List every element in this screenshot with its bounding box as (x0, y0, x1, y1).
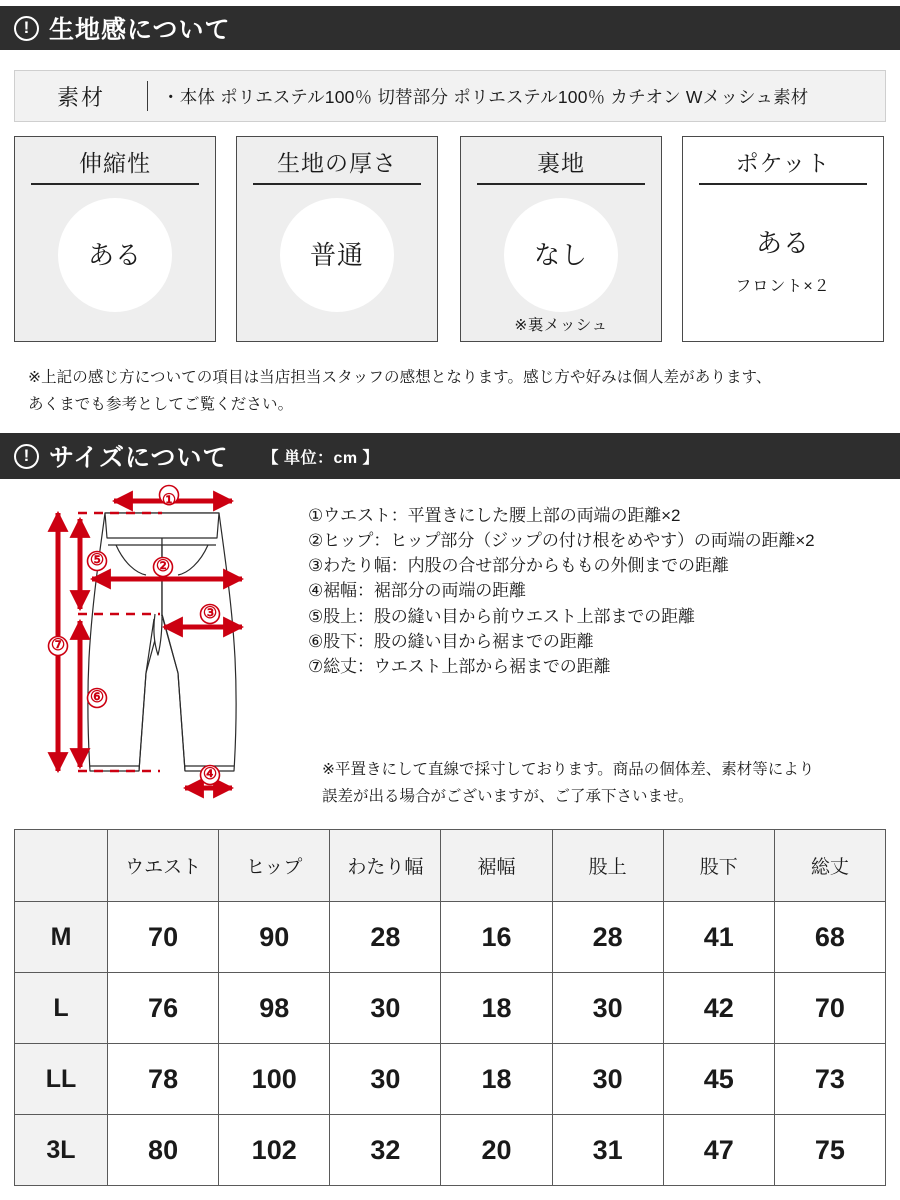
fabric-card-value: ある (755, 228, 810, 258)
cell-rise: 30 (552, 973, 663, 1044)
cell-hip: 90 (219, 902, 330, 973)
legend-item-7: ⑦総丈：ウエスト上部から裾までの距離 (308, 656, 611, 676)
fabric-card-lining (460, 136, 662, 342)
table-row (15, 1044, 886, 1115)
marker-3: ③ (202, 605, 218, 623)
column-header-inseam: 股下 (663, 830, 774, 902)
legend-item-6: ⑥股下：股の縫い目から裾までの距離 (308, 631, 594, 651)
legend-item-1: ①ウエスト：平置きにした腰上部の両端の距離×2 (308, 506, 681, 525)
fabric-card-title: 裏地 (537, 150, 585, 176)
column-header-thigh: わたり幅 (330, 830, 441, 902)
fabric-card-thickness (236, 136, 438, 342)
column-header-length: 総丈 (774, 830, 885, 902)
legend-item-3: ③わたり幅：内股の合せ部分からももの外側までの距離 (308, 556, 729, 576)
cell-waist: 78 (108, 1044, 219, 1115)
fabric-card-pocket (682, 136, 884, 342)
column-header-rise: 股上 (552, 830, 663, 902)
table-row (15, 973, 886, 1044)
table-header-row (15, 830, 886, 902)
fabric-card-title: 伸縮性 (79, 150, 151, 176)
pants-measurement-diagram (42, 483, 312, 813)
cell-thigh: 30 (330, 1044, 441, 1115)
table-row (15, 1115, 886, 1186)
cell-thigh: 32 (330, 1115, 441, 1186)
cell-length: 75 (774, 1115, 885, 1186)
size-table (14, 829, 886, 1186)
fabric-card-sub: フロント×２ (735, 278, 831, 295)
exclamation-circle-icon: ! (14, 444, 39, 469)
cell-inseam: 41 (663, 902, 774, 973)
legend-item-2: ②ヒップ：ヒップ部分（ジップの付け根をめやす）の両端の距離×2 (308, 531, 815, 551)
cell-waist: 76 (108, 973, 219, 1044)
cell-length: 70 (774, 973, 885, 1044)
fabric-card-title: 生地の厚さ (277, 150, 397, 176)
table-corner-cell (15, 830, 108, 902)
marker-6: ⑥ (89, 689, 105, 707)
fabric-card-value: ある (87, 240, 142, 270)
column-header-hem: 裾幅 (441, 830, 552, 902)
exclamation-circle-icon: ! (14, 16, 39, 41)
cell-waist: 80 (108, 1115, 219, 1186)
cell-rise: 28 (552, 902, 663, 973)
fabric-card-note: ※裏メッシュ (514, 317, 608, 334)
table-row (15, 902, 886, 973)
cell-hip: 100 (219, 1044, 330, 1115)
cell-hem: 16 (441, 902, 552, 973)
title-rule (31, 183, 199, 185)
title-rule (699, 183, 867, 185)
cell-inseam: 45 (663, 1044, 774, 1115)
material-label: 素材 (56, 84, 105, 110)
column-header-hip: ヒップ (219, 830, 330, 902)
marker-4: ④ (202, 766, 218, 784)
fabric-disclaimer-line1: ※上記の感じ方についての項目は当店担当スタッフの感想となります。感じ方や好みは個人差があります、 (28, 369, 772, 386)
cell-inseam: 42 (663, 973, 774, 1044)
row-size-label: L (15, 973, 108, 1044)
size-table-body (15, 902, 886, 1186)
column-header-waist: ウエスト (108, 830, 219, 902)
cell-thigh: 30 (330, 973, 441, 1044)
size-diagram-area (0, 483, 900, 823)
cell-hip: 102 (219, 1115, 330, 1186)
cell-length: 68 (774, 902, 885, 973)
cell-thigh: 28 (330, 902, 441, 973)
fabric-feel-cards (14, 136, 886, 342)
row-size-label: LL (15, 1044, 108, 1115)
fabric-card-stretch (14, 136, 216, 342)
size-measurement-note (322, 757, 888, 810)
fabric-section-title: 生地感について (49, 16, 231, 44)
size-note-line2: 誤差が出る場合がございますが、ご了承下さいませ。 (322, 787, 694, 805)
marker-2: ② (155, 558, 171, 576)
size-note-line1: ※平置きにして直線で採寸しております。商品の個体差、素材等により (322, 761, 815, 778)
size-unit-label: 【 単位：cm 】 (262, 449, 380, 467)
cell-hip: 98 (219, 973, 330, 1044)
cell-rise: 30 (552, 1044, 663, 1115)
cell-hem: 18 (441, 973, 552, 1044)
cell-hem: 18 (441, 1044, 552, 1115)
marker-5: ⑤ (89, 552, 105, 570)
fabric-section-header (0, 6, 900, 50)
cell-hem: 20 (441, 1115, 552, 1186)
legend-item-4: ④裾幅：裾部分の両端の距離 (308, 581, 526, 601)
cell-length: 73 (774, 1044, 885, 1115)
title-rule (253, 183, 421, 185)
measurement-legend (308, 503, 888, 679)
cell-inseam: 47 (663, 1115, 774, 1186)
marker-1: ① (161, 492, 177, 510)
row-size-label: 3L (15, 1115, 108, 1186)
legend-item-5: ⑤股上：股の縫い目から前ウエスト上部までの距離 (308, 606, 695, 626)
marker-7: ⑦ (50, 637, 66, 655)
size-section-header (0, 433, 900, 479)
row-size-label: M (15, 902, 108, 973)
fabric-card-value: 普通 (309, 240, 364, 270)
size-section-title: サイズについて (49, 444, 229, 472)
fabric-disclaimer-line2: あくまでも参考としてご覧ください。 (28, 396, 294, 414)
fabric-card-title: ポケット (735, 150, 831, 176)
size-table-head (15, 830, 886, 902)
fabric-disclaimer (28, 364, 886, 418)
cell-rise: 31 (552, 1115, 663, 1186)
cell-waist: 70 (108, 902, 219, 973)
title-rule (477, 183, 645, 185)
material-value: ・本体 ポリエステル100％ 切替部分 ポリエステル100％ カチオン Wメッシュ素材 (162, 86, 809, 107)
material-row (14, 70, 886, 122)
fabric-card-value: なし (533, 240, 588, 270)
